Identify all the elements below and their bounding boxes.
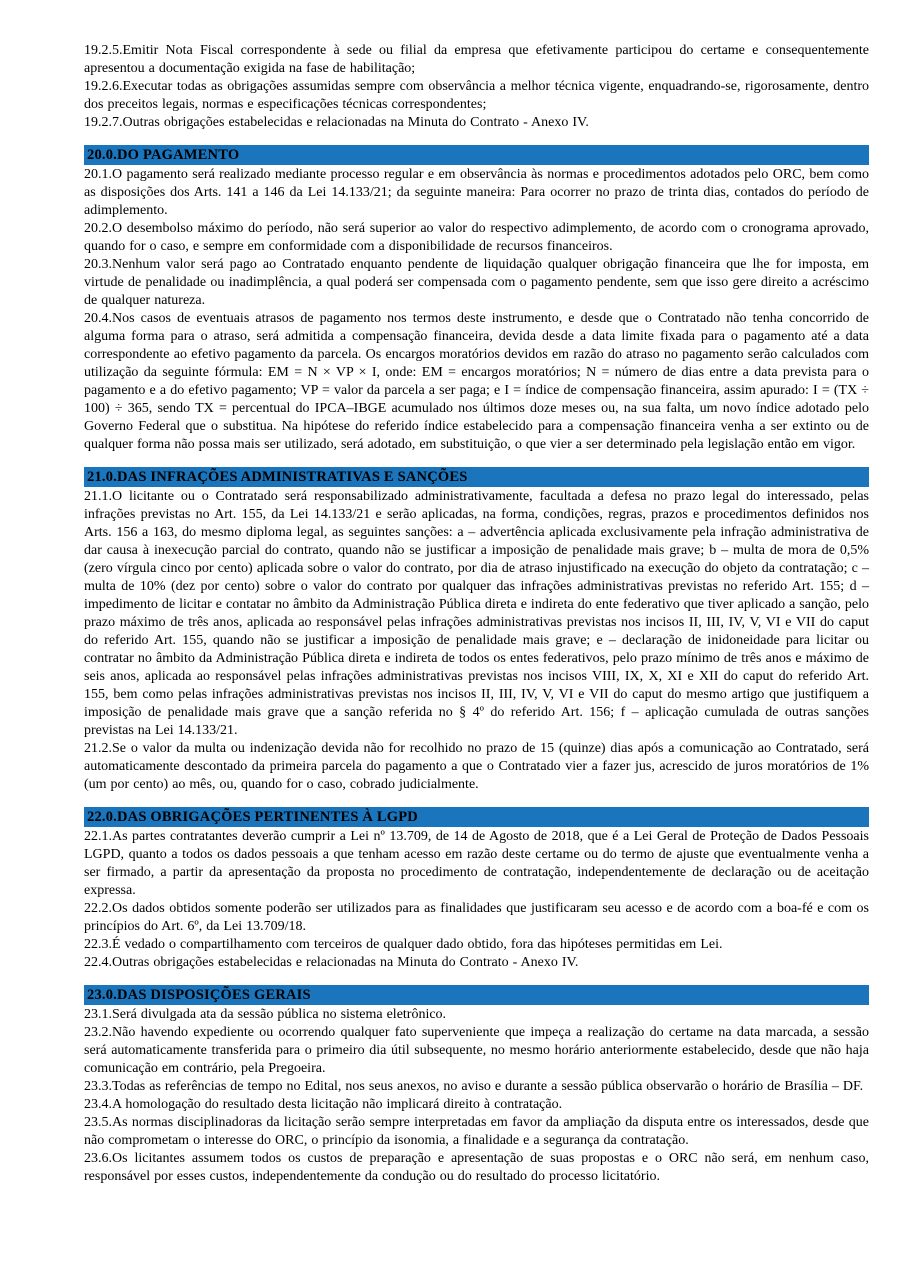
paragraph-19-2-6: 19.2.6.Executar todas as obrigações assumidas sempre com observância a melhor técnica vigente, enquadrando-se, rigorosamente, dentro dos preceitos legais, normas e especificações técnicas correspondentes;	[84, 79, 869, 112]
paragraph-22-4: 22.4.Outras obrigações estabelecidas e relacionadas na Minuta do Contrato - Anexo IV.	[84, 955, 579, 970]
section-22-lgpd	[84, 807, 869, 972]
section-23-disposicoes-gerais	[84, 985, 869, 1186]
paragraph-20-1: 20.1.O pagamento será realizado mediante processo regular e em observância às normas e procedimentos adotados pelo ORC, bem como as disposições dos Arts. 141 a 146 da Lei 14.133/21; da seguinte maneira: Para ocorrer no prazo de trinta dias, contados do período de adimplemento.	[84, 167, 869, 218]
section-header-23: 23.0.DAS DISPOSIÇÕES GERAIS	[84, 985, 869, 1005]
paragraph-19-2-7: 19.2.7.Outras obrigações estabelecidas e relacionadas na Minuta do Contrato - Anexo IV.	[84, 115, 589, 130]
paragraph-22-3: 22.3.É vedado o compartilhamento com terceiros de qualquer dado obtido, fora das hipóteses permitidas em Lei.	[84, 937, 723, 952]
paragraph-23-6: 23.6.Os licitantes assumem todos os custos de preparação e apresentação de suas propostas e o ORC não será, em nenhum caso, responsável por esses custos, independentemente da condução ou do resultado do processo licitatório.	[84, 1151, 869, 1184]
section-21-infracoes-sancoes	[84, 467, 869, 794]
section-header-22: 22.0.DAS OBRIGAÇÕES PERTINENTES À LGPD	[84, 807, 869, 827]
paragraph-19-2-5: 19.2.5.Emitir Nota Fiscal correspondente à sede ou filial da empresa que efetivamente participou do certame e consequentemente apresentou a documentação exigida na fase de habilitação;	[84, 43, 869, 76]
section-19-obligations-continued	[84, 42, 869, 132]
paragraph-23-1: 23.1.Será divulgada ata da sessão pública no sistema eletrônico.	[84, 1007, 447, 1022]
section-header-21: 21.0.DAS INFRAÇÕES ADMINISTRATIVAS E SANÇÕES	[84, 467, 869, 487]
section-header-20: 20.0.DO PAGAMENTO	[84, 145, 869, 165]
paragraph-20-3: 20.3.Nenhum valor será pago ao Contratado enquanto pendente de liquidação qualquer obrigação financeira que lhe for imposta, em virtude de penalidade ou inadimplência, a qual poderá ser compensada com o pagamento pendente, sem que isso gere direito a acréscimo de qualquer natureza.	[84, 257, 869, 308]
paragraph-23-3: 23.3.Todas as referências de tempo no Edital, nos seus anexos, no aviso e durante a sessão pública observarão o horário de Brasília – DF.	[84, 1079, 864, 1094]
paragraph-23-2: 23.2.Não havendo expediente ou ocorrendo qualquer fato superveniente que impeça a realização do certame na data marcada, a sessão será automaticamente transferida para o primeiro dia útil subsequente, no mesmo horário anteriormente estabelecido, desde que não haja comunicação em contrário, pela Pregoeira.	[84, 1025, 869, 1076]
paragraph-21-1: 21.1.O licitante ou o Contratado será responsabilizado administrativamente, facultada a defesa no prazo legal do interessado, pelas infrações previstas no Art. 155, da Lei 14.133/21 e serão aplicadas, na forma, condições, regras, prazos e procedimentos definidos nos Arts. 156 a 163, do mesmo diploma legal, as seguintes sanções: a – advertência aplicada exclusivamente pela infração administrativa de dar causa à inexecução parcial do contrato, quando não se justificar a imposição de penalidade mais grave; b – multa de mora de 0,5% (zero vírgula cinco por cento) aplicada sobre o valor do contrato, por dia de atraso injustificado na execução do objeto da contratação; c – multa de 10% (dez por cento) sobre o valor do contrato por qualquer das infrações administrativas previstas no referido Art. 155; d – impedimento de licitar e contatar no âmbito da Administração Pública direta e indireta do ente federativo que tiver aplicado a sanção, pelo prazo máximo de três anos, aplicada ao responsável pelas infrações administrativas previstas nos incisos II, III, IV, V, VI e VII do caput do referido Art. 155, quando não se justificar a imposição de penalidade mais grave; e – declaração de inidoneidade para licitar ou contratar no âmbito da Administração Pública direta e indireta de todos os entes federativos, pelo prazo mínimo de três anos e máximo de seis anos, aplicada ao responsável pelas infrações administrativas previstas nos incisos VIII, IX, X, XI e XII do caput do referido Art. 155, bem como pelas infrações administrativas previstas nos incisos II, III, IV, V, VI e VII do caput do mesmo artigo que justifiquem a imposição de penalidade mais grave que a sanção referida no § 4º do referido Art. 156; f – aplicação cumulada de outras sanções previstas na Lei 14.133/21.	[84, 489, 869, 738]
paragraph-22-2: 22.2.Os dados obtidos somente poderão ser utilizados para as finalidades que justificaram seu acesso e de acordo com a boa-fé e com os princípios do Art. 6º, da Lei 13.709/18.	[84, 901, 869, 934]
paragraph-20-4: 20.4.Nos casos de eventuais atrasos de pagamento nos termos deste instrumento, e desde que o Contratado não tenha concorrido de alguma forma para o atraso, será admitida a compensação financeira, devida desde a data limite fixada para o pagamento até a data correspondente ao efetivo pagamento da parcela. Os encargos moratórios devidos em razão do atraso no pagamento serão calculados com utilização da seguinte fórmula: EM = N × VP × I, onde: EM = encargos moratórios; N = número de dias entre a data prevista para o pagamento e a do efetivo pagamento; VP = valor da parcela a ser paga; e I = índice de compensação financeira, assim apurado: I = (TX ÷ 100) ÷ 365, sendo TX = percentual do IPCA–IBGE acumulado nos últimos doze meses ou, na sua falta, um novo índice adotado pelo Governo Federal que o substitua. Na hipótese do referido índice estabelecido para a compensação financeira venha a ser extinto ou de qualquer forma não possa mais ser utilizado, será adotado, em substituição, o que vier a ser determinado pela legislação então em vigor.	[84, 311, 869, 452]
paragraph-20-2: 20.2.O desembolso máximo do período, não será superior ao valor do respectivo adimplemento, de acordo com o cronograma aprovado, quando for o caso, e sempre em conformidade com a disponibilidade de recursos financeiros.	[84, 221, 869, 254]
paragraph-23-4: 23.4.A homologação do resultado desta licitação não implicará direito à contratação.	[84, 1097, 563, 1112]
paragraph-23-5: 23.5.As normas disciplinadoras da licitação serão sempre interpretadas em favor da ampliação da disputa entre os interessados, desde que não comprometam o interesse do ORC, o princípio da isonomia, a finalidade e a segurança da contratação.	[84, 1115, 869, 1148]
paragraph-21-2: 21.2.Se o valor da multa ou indenização devida não for recolhido no prazo de 15 (quinze) dias após a comunicação ao Contratado, será automaticamente descontado da primeira parcela do pagamento a que o Contratado vier a fazer jus, acrescido de juros moratórios de 1% (um por cento) ao mês, ou, quando for o caso, cobrado judicialmente.	[84, 741, 869, 792]
paragraph-22-1: 22.1.As partes contratantes deverão cumprir a Lei nº 13.709, de 14 de Agosto de 2018, que é a Lei Geral de Proteção de Dados Pessoais LGPD, quanto a todos os dados pessoais a que tenham acesso em razão deste certame ou do termo de ajuste que eventualmente venha a ser firmado, a partir da apresentação da proposta no procedimento de contratação, independentemente de declaração ou de aceitação expressa.	[84, 829, 869, 898]
section-20-pagamento	[84, 145, 869, 454]
